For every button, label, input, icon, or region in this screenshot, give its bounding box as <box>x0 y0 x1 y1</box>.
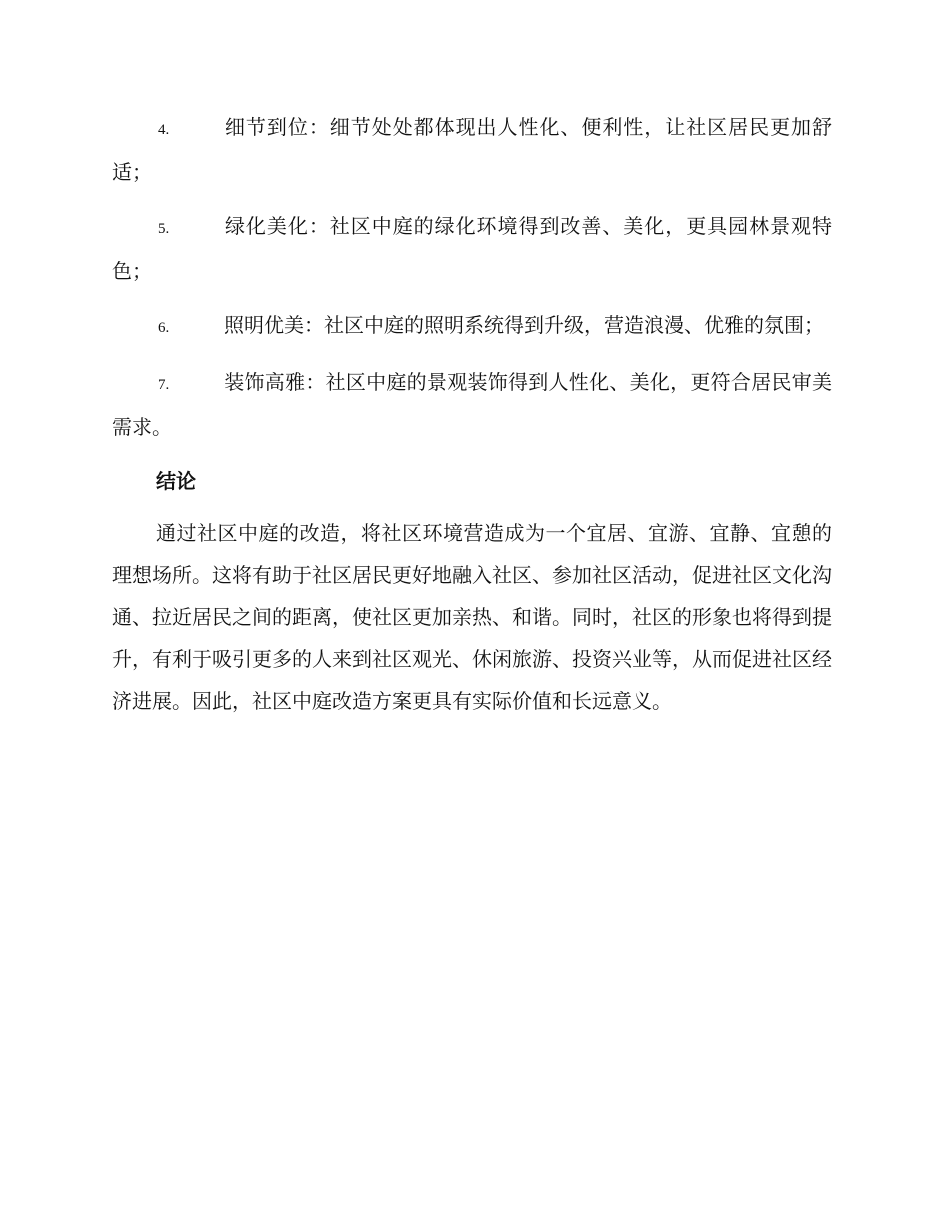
list-item-text: 细节到位：细节处处都体现出人性化、便利性，让社区居民更加舒适； <box>112 115 832 184</box>
list-item-text: 绿化美化：社区中庭的绿化环境得到改善、美化，更具园林景观特色； <box>112 214 832 283</box>
conclusion-heading: 结论 <box>156 469 196 493</box>
list-item-number: 6. <box>158 320 170 336</box>
conclusion-paragraph: 通过社区中庭的改造，将社区环境营造成为一个宜居、宜游、宜静、宜憩的理想场所。这将有助于社区居民更好地融入社区、参加社区活动，促进社区文化沟通、拉近居民之间的距离，使社区更加亲热、和谐。同时，社区的形象也将得到提升，有利于吸引更多的人来到社区观光、休闲旅游、投资兴业等，从而促进社区经济进展。因此，社区中庭改造方案更具有实际价值和长远意义。 <box>112 521 832 713</box>
list-item-number: 4. <box>158 122 170 138</box>
list-item <box>112 361 832 448</box>
list-item-number: 7. <box>158 377 170 393</box>
list-item-text: 装饰高雅：社区中庭的景观装饰得到人性化、美化，更符合居民审美需求。 <box>112 370 832 439</box>
document-body <box>112 106 832 722</box>
list-item <box>112 304 832 349</box>
list-item-number: 5. <box>158 221 170 237</box>
list-item-text: 照明优美：社区中庭的照明系统得到升级，营造浪漫、优雅的氛围； <box>224 313 824 337</box>
list-item <box>112 106 832 193</box>
list-item <box>112 205 832 292</box>
